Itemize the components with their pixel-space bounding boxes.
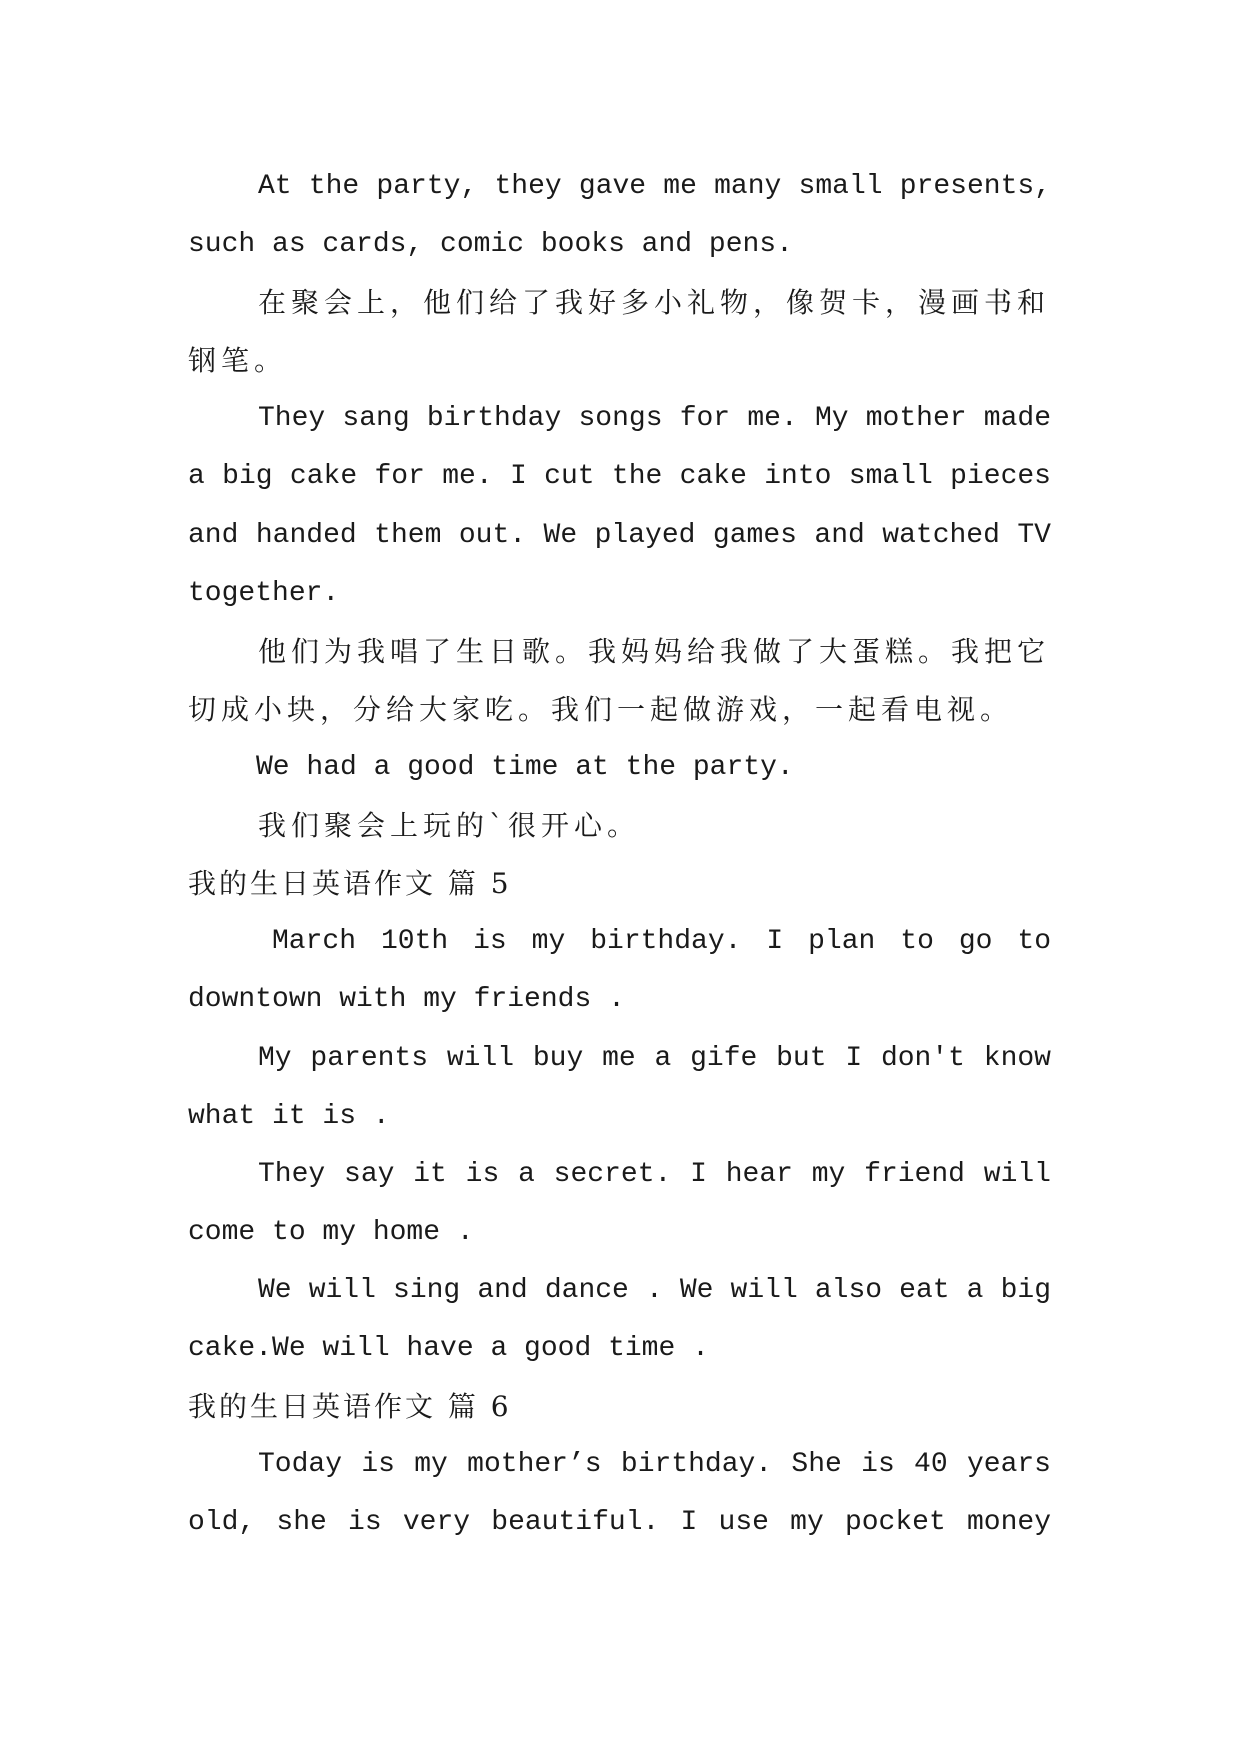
paragraph-line: We will sing and dance . We will also eat a big	[258, 1275, 1051, 1306]
paragraph-line: cake.We will have a good time .	[188, 1333, 709, 1364]
paragraph-line-chinese: 在聚会上，他们给了我好多小礼物，像贺卡，漫画书和	[258, 286, 1051, 319]
paragraph-line-chinese: 切成小块，分给大家吃。我们一起做游戏，一起看电视。	[188, 693, 1014, 726]
paragraph-line: what it is .	[188, 1101, 390, 1132]
essay-heading: 我的生日英语作文 篇 5	[188, 867, 512, 900]
paragraph-line: together.	[188, 578, 340, 609]
paragraph-line-chinese: 钢笔。	[188, 344, 288, 377]
paragraph-line: such as cards, comic books and pens.	[188, 229, 793, 260]
paragraph-line: They say it is a secret. I hear my friend will	[258, 1159, 1051, 1190]
paragraph-line: a big cake for me. I cut the cake into small pieces	[188, 461, 1051, 492]
essay-heading: 我的生日英语作文 篇 6	[188, 1390, 512, 1423]
paragraph-line: My parents will buy me a gife but I don't know	[258, 1043, 1051, 1074]
paragraph-line: come to my home .	[188, 1217, 474, 1248]
paragraph-line: March 10th is my birthday. I plan to go to	[272, 926, 1051, 957]
paragraph-line: downtown with my friends .	[188, 984, 625, 1015]
paragraph-line: and handed them out. We played games and watched TV	[188, 520, 1051, 551]
paragraph-line: We had a good time at the party.	[256, 752, 794, 783]
paragraph-line: They sang birthday songs for me. My mother made	[258, 403, 1051, 434]
paragraph-line: At the party, they gave me many small presents,	[258, 171, 1051, 202]
paragraph-line: old, she is very beautiful. I use my pocket money	[188, 1507, 1051, 1538]
paragraph-line-chinese: 我们聚会上玩的`很开心。	[258, 809, 641, 842]
paragraph-line: Today is my mother’s birthday. She is 40 years	[258, 1449, 1051, 1480]
paragraph-line-chinese: 他们为我唱了生日歌。我妈妈给我做了大蛋糕。我把它	[258, 635, 1051, 668]
